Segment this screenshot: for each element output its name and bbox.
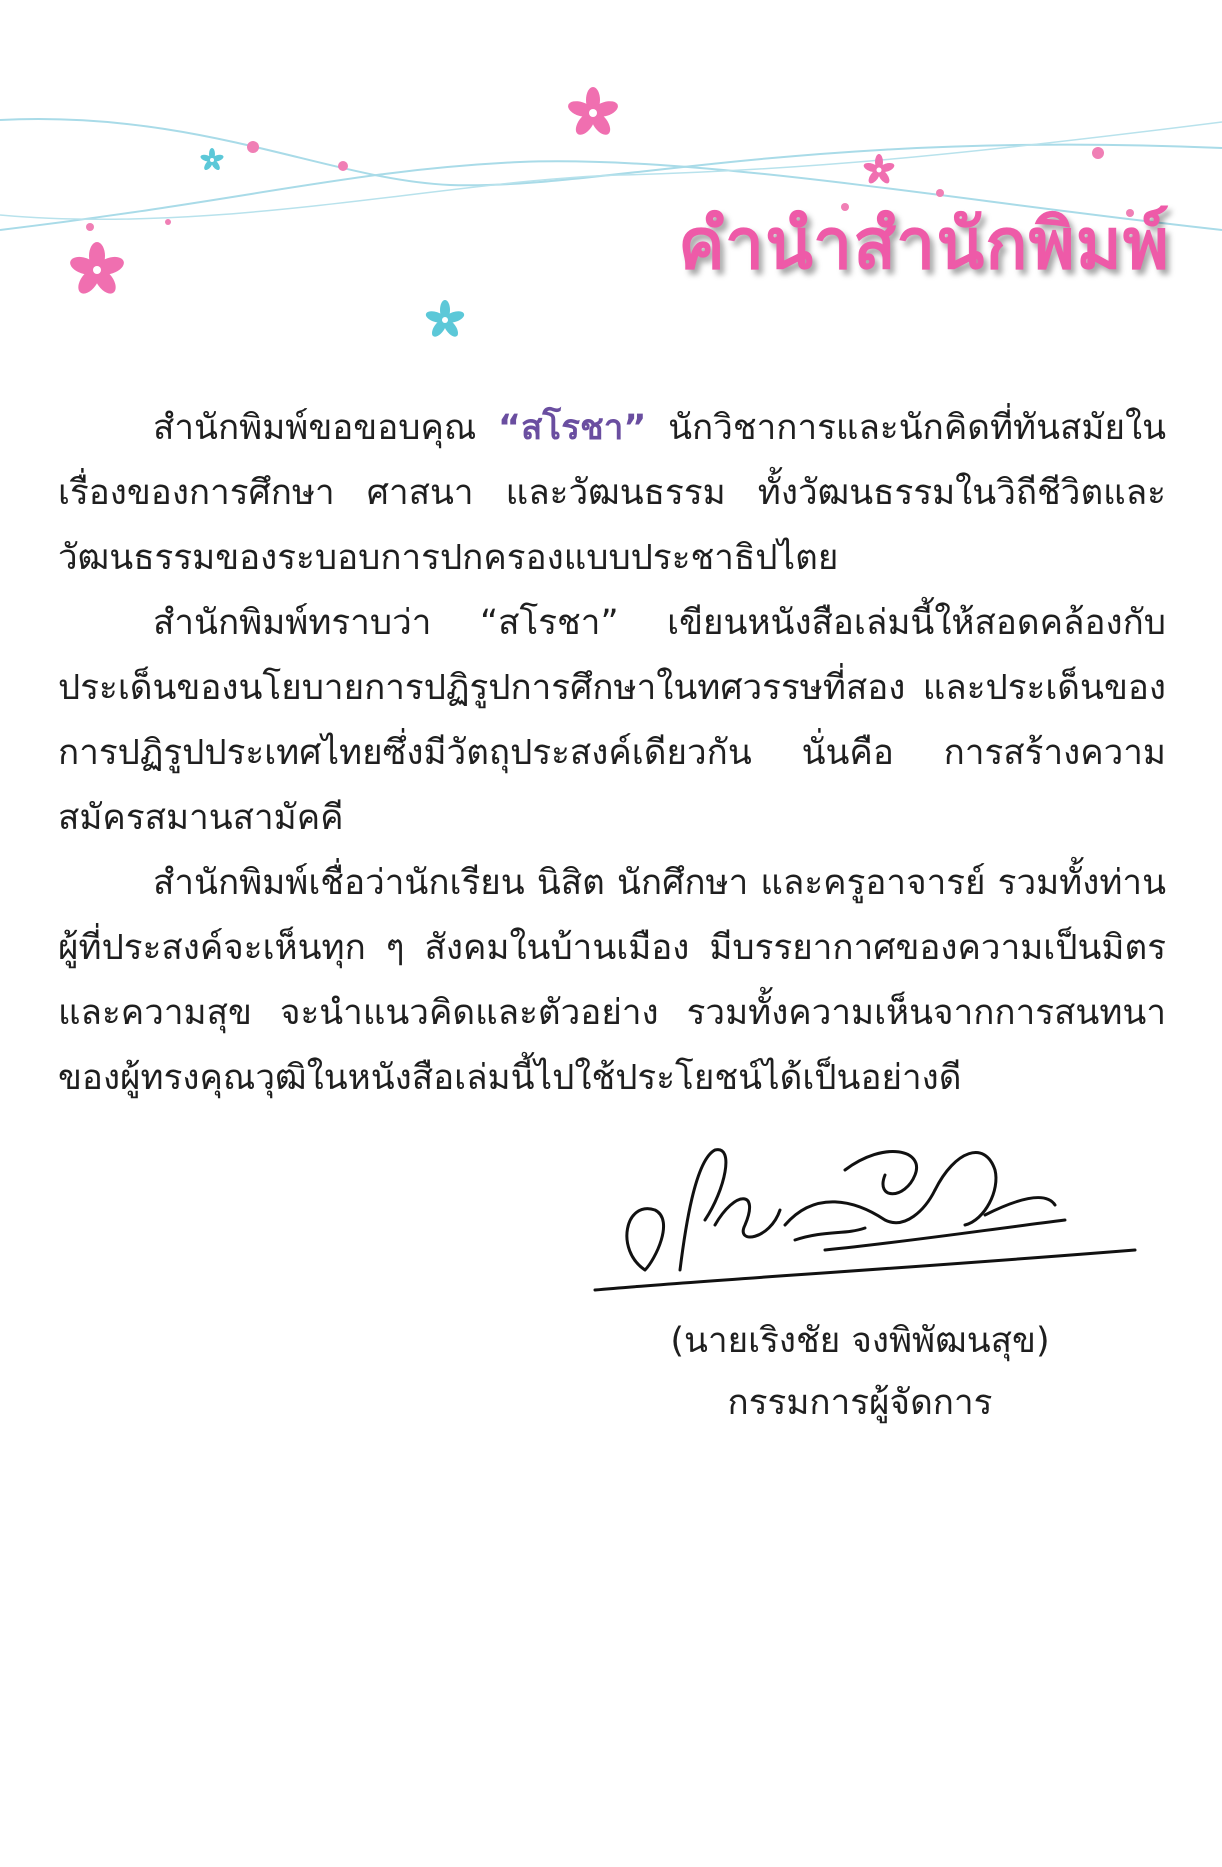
paragraph-1-rest: นักวิชาการและนักคิดที่ทันสมัยในเรื่องของการศึกษา ศาสนา และวัฒนธรรม ทั้งวัฒนธรรมในวิถีชีวิตและวัฒนธรรมของระบอบการปกครองแบบประชาธิปไตย xyxy=(58,408,1166,578)
ribbon-dot xyxy=(247,141,259,153)
pink-flower-icon xyxy=(68,242,126,297)
signatory-block xyxy=(600,1310,1120,1434)
paragraph-1 xyxy=(58,396,1166,591)
ribbon-dot xyxy=(86,223,94,231)
cyan-flower-icon xyxy=(424,300,465,339)
signatory-position: กรรมการผู้จัดการ xyxy=(727,1383,993,1423)
author-name-highlight: “สโรชา” xyxy=(498,408,647,448)
pink-flower-icon xyxy=(566,87,620,138)
signatory-name: (นายเริงชัย จงพิพัฒนสุข) xyxy=(670,1321,1050,1361)
page-title: คำนำสำนักพิมพ์ xyxy=(678,203,1170,285)
paragraph-1-intro: สำนักพิมพ์ขอขอบคุณ xyxy=(153,408,499,448)
ribbon-dot xyxy=(165,219,171,225)
cyan-flower-icon xyxy=(200,148,225,171)
decorative-header-ribbons xyxy=(0,0,1222,360)
ribbon-dot xyxy=(936,189,944,197)
paragraph-3: สำนักพิมพ์เชื่อว่านักเรียน นิสิต นักศึกษา และครูอาจารย์ รวมทั้งท่านผู้ที่ประสงค์จะเห็นทุก ๆ สังคมในบ้านเมือง มีบรรยากาศของความเป็นมิตรและความสุข จะนำแนวคิดและตัวอย่าง รวมทั้งความเห็นจากการสนทนาของผู้ทรงคุณวุฒิในหนังสือเล่มนี้ไปใช้ประโยชน์ได้เป็นอย่างดี xyxy=(58,863,1166,1098)
foreword-body xyxy=(58,396,1166,1111)
handwritten-signature xyxy=(585,1130,1145,1300)
ribbon-dot xyxy=(1092,147,1104,159)
ribbon-dot xyxy=(338,161,348,171)
paragraph-2: สำนักพิมพ์ทราบว่า “สโรชา” เขียนหนังสือเล่มนี้ให้สอดคล้องกับประเด็นของนโยบายการปฏิรูปการศึกษาในทศวรรษที่สอง และประเด็นของการปฏิรูปประเทศไทยซึ่งมีวัตถุประสงค์เดียวกัน นั่นคือ การสร้างความสมัครสมานสามัคคี xyxy=(58,603,1166,838)
